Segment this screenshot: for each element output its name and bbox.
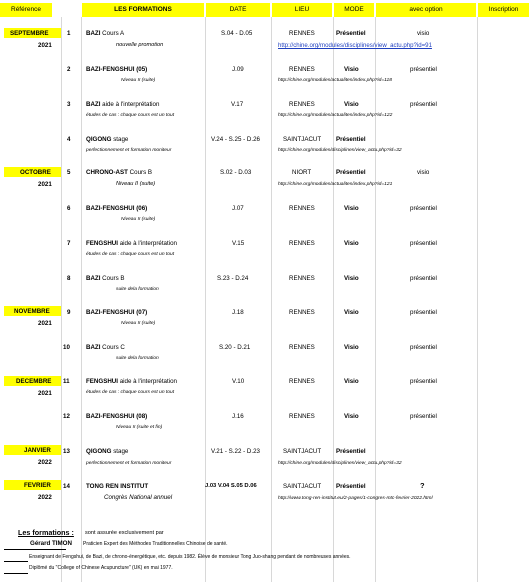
row-title [86,447,128,456]
row-title [86,100,159,109]
month-label: SEPTEMBRE [10,30,49,37]
footer-line: Diplômé du "College of Chinese Acupuncture" (UK) en mai 1977. [29,565,173,571]
row-reference: 12 [63,413,70,420]
row-subtitle: nouvelle promotion [116,42,164,48]
row-date: J.07 [232,205,244,212]
row-title [86,168,152,177]
row-reference: 13 [63,448,70,455]
row-mode: Visio [344,378,359,385]
formation-name: QIGONG [86,448,112,455]
year-label: 2021 [38,42,52,49]
row-option: présentiel [410,413,437,420]
footer-divider [4,561,28,562]
formation-name: BAZI-FENGSHUI [86,413,135,420]
row-mode: Présentiel [336,483,366,490]
row-option: présentiel [410,205,437,212]
year-label: 2021 [38,320,52,327]
row-subtitle: Niveau II (suite) [116,181,156,187]
year-label: 2021 [38,181,52,188]
row-mode: Visio [344,240,359,247]
row-subtitle: Niveau II (suite) [121,217,156,222]
row-subtitle: Niveau II (suite et fin) [116,425,163,430]
row-mode: Visio [344,309,359,316]
row-reference: 11 [63,378,70,385]
row-link[interactable]: http://chine.org/modules/disciplines/view_actu.php?id=32 [278,461,402,466]
formation-detail: aide à l'interprétation [102,101,160,108]
header-formations: LES FORMATIONS [82,3,204,17]
year-label: 2022 [38,459,52,466]
row-mode: Visio [344,205,359,212]
row-option: visio [417,30,430,37]
row-subtitle: perfectionnement et formation moniteur [86,148,172,153]
column-divider [81,17,82,582]
month-label: DECEMBRE [16,378,52,385]
row-lieu: RENNES [289,101,315,108]
row-date: V.17 [231,101,244,108]
row-link[interactable]: http://www.tong-ren-institut.eu/2-pages/1-congres-mtc-fevrier-2022.html [278,496,433,501]
row-reference: 4 [67,136,71,143]
row-subtitle: suite dela formation [116,287,159,292]
formation-detail: (07) [136,309,148,316]
row-title [86,377,177,386]
row-date: S.23 - D.24 [217,275,249,282]
row-lieu: RENNES [289,205,315,212]
row-lieu: RENNES [289,413,315,420]
row-reference: 7 [67,240,71,247]
row-lieu: NIORT [292,169,312,176]
column-divider [271,17,272,582]
formation-detail: (08) [136,413,148,420]
row-title [86,29,124,38]
year-label: 2022 [38,494,52,501]
row-link[interactable]: http://chine.org/modules/actualites/index.php?id=118 [278,78,392,83]
row-link[interactable]: http://chine.org/modules/disciplines/view_actu.php?id=91 [278,42,432,49]
row-title [86,65,147,74]
footer-line: Enseignant de Fengshui, de Bazi, de chrono-énergétique, etc. depuis 1982. Élève de monsieur Tong Juo-shang pendant de nombreuses années. [29,554,351,560]
row-reference: 5 [67,169,71,176]
row-mode: Présentiel [336,30,366,37]
formation-name: FENGSHUI [86,378,118,385]
month-label: OCTOBRE [20,169,51,176]
row-subtitle: études de cas : chaque cours est un tout [86,390,175,395]
year-label: 2021 [38,390,52,397]
row-lieu: RENNES [289,66,315,73]
row-mode: Présentiel [336,169,366,176]
formation-detail: Cours B [102,275,125,282]
row-subtitle: suite dela formation [116,356,159,361]
row-date: J.18 [232,309,244,316]
row-date: V.10 [232,378,245,385]
header-inscription: Inscription [478,3,529,17]
row-date: S.04 - D.05 [221,30,253,37]
row-mode: Visio [344,66,359,73]
footer-line: Praticien Expert des Méthodes Traditionnelles Chinoise de santé. [83,541,228,547]
row-lieu: SAINTJACUT [283,448,322,455]
row-option: présentiel [410,344,437,351]
row-mode: Visio [344,413,359,420]
row-option: présentiel [410,309,437,316]
row-title [86,204,147,213]
row-date: J.03 V.04 S.05 D.06 [205,483,257,489]
row-date: V.15 [232,240,245,247]
formation-detail: stage [113,448,129,455]
row-reference: 1 [67,30,71,37]
row-subtitle: perfectionnement et formation moniteur [86,461,172,466]
row-option: présentiel [410,275,437,282]
row-link[interactable]: http://chine.org/modules/disciplines/view_actu.php?id=32 [278,148,402,153]
month-label: FEVRIER [24,482,51,489]
formation-name: CHRONO-AST [86,169,128,176]
formation-detail: Cours B [129,169,153,176]
header-reference: Référence [0,3,52,17]
row-link[interactable]: http://chine.org/modules/actualites/index.php?id=122 [278,113,393,118]
row-date: J.09 [232,66,244,73]
row-reference: 9 [67,309,71,316]
row-option: présentiel [410,378,437,385]
row-option: présentiel [410,240,437,247]
formation-name: BAZI [86,275,101,282]
row-mode: Présentiel [336,448,366,455]
row-mode: Présentiel [336,136,366,143]
row-title [86,274,125,283]
row-option: présentiel [410,66,437,73]
row-reference: 6 [67,205,71,212]
footer-divider [4,573,28,574]
row-lieu: RENNES [289,240,315,247]
formation-detail: stage [113,136,129,143]
formation-name: BAZI-FENGSHUI [86,205,135,212]
footer-divider [4,549,66,550]
row-subtitle: Congrès National annuel [104,494,173,501]
row-option: visio [417,169,430,176]
row-reference: 14 [63,483,70,490]
row-title [86,343,125,352]
row-title [86,135,128,144]
formation-detail: aide à l'interprétation [119,240,177,247]
row-reference: 10 [63,344,70,351]
formation-name: BAZI-FENGSHUI [86,309,135,316]
formation-name: BAZI [86,101,101,108]
header-lieu: LIEU [272,3,332,17]
footer-intro: sont assurée exclusivement par [85,530,164,536]
formation-name: BAZI-FENGSHUI [86,66,135,73]
row-date: V.24 - S.25 - D.26 [211,136,260,143]
footer-name: Gérard TIMON [30,540,72,547]
footer-label: Les formations : [18,528,74,537]
row-title [86,239,177,248]
row-mode: Visio [344,275,359,282]
row-lieu: SAINTJACUT [283,136,322,143]
header-date: DATE [206,3,270,17]
formation-detail: Cours C [102,344,125,351]
column-divider [205,17,206,582]
formation-name: TONG REN INSTITUT [86,483,149,490]
formation-name: BAZI [86,30,101,37]
row-reference: 3 [67,101,71,108]
row-reference: 8 [67,275,71,282]
row-lieu: SAINTJACUT [283,483,322,490]
row-date: S.02 - D.03 [220,169,252,176]
row-subtitle: Niveau II (suite) [121,78,156,83]
formation-detail: Cours A [102,30,125,37]
row-lieu: RENNES [289,378,315,385]
column-divider [477,17,478,582]
row-subtitle: études de cas : chaque cours est un tout [86,252,175,257]
row-subtitle: Niveau II (suite) [121,321,156,326]
formation-detail: aide à l'interprétation [119,378,177,385]
formation-name: FENGSHUI [86,240,118,247]
formation-detail: (05) [136,66,148,73]
row-link[interactable]: http://chine.org/modules/actualites/index.php?id=121 [278,182,393,187]
row-lieu: RENNES [289,344,315,351]
row-lieu: RENNES [289,309,315,316]
formation-name: BAZI [86,344,101,351]
column-divider [61,17,62,582]
row-subtitle: études de cas : chaque cours est un tout [86,113,175,118]
row-lieu: RENNES [289,275,315,282]
row-title [86,308,147,317]
header-option: avec option [376,3,476,17]
month-label: JANVIER [24,447,51,454]
row-reference: 2 [67,66,71,73]
row-date: S.20 - D.21 [219,344,251,351]
row-option: présentiel [410,101,437,108]
row-date: V.21 - S.22 - D.23 [211,448,260,455]
formation-detail: (06) [136,205,148,212]
row-title [86,412,147,421]
formation-name: QIGONG [86,136,112,143]
month-label: NOVEMBRE [14,308,50,315]
row-mode: Visio [344,101,359,108]
row-option: ? [420,481,425,490]
table-header [0,3,529,17]
row-lieu: RENNES [289,30,315,37]
header-mode: MODE [334,3,374,17]
row-date: J.16 [232,413,244,420]
row-mode: Visio [344,344,359,351]
